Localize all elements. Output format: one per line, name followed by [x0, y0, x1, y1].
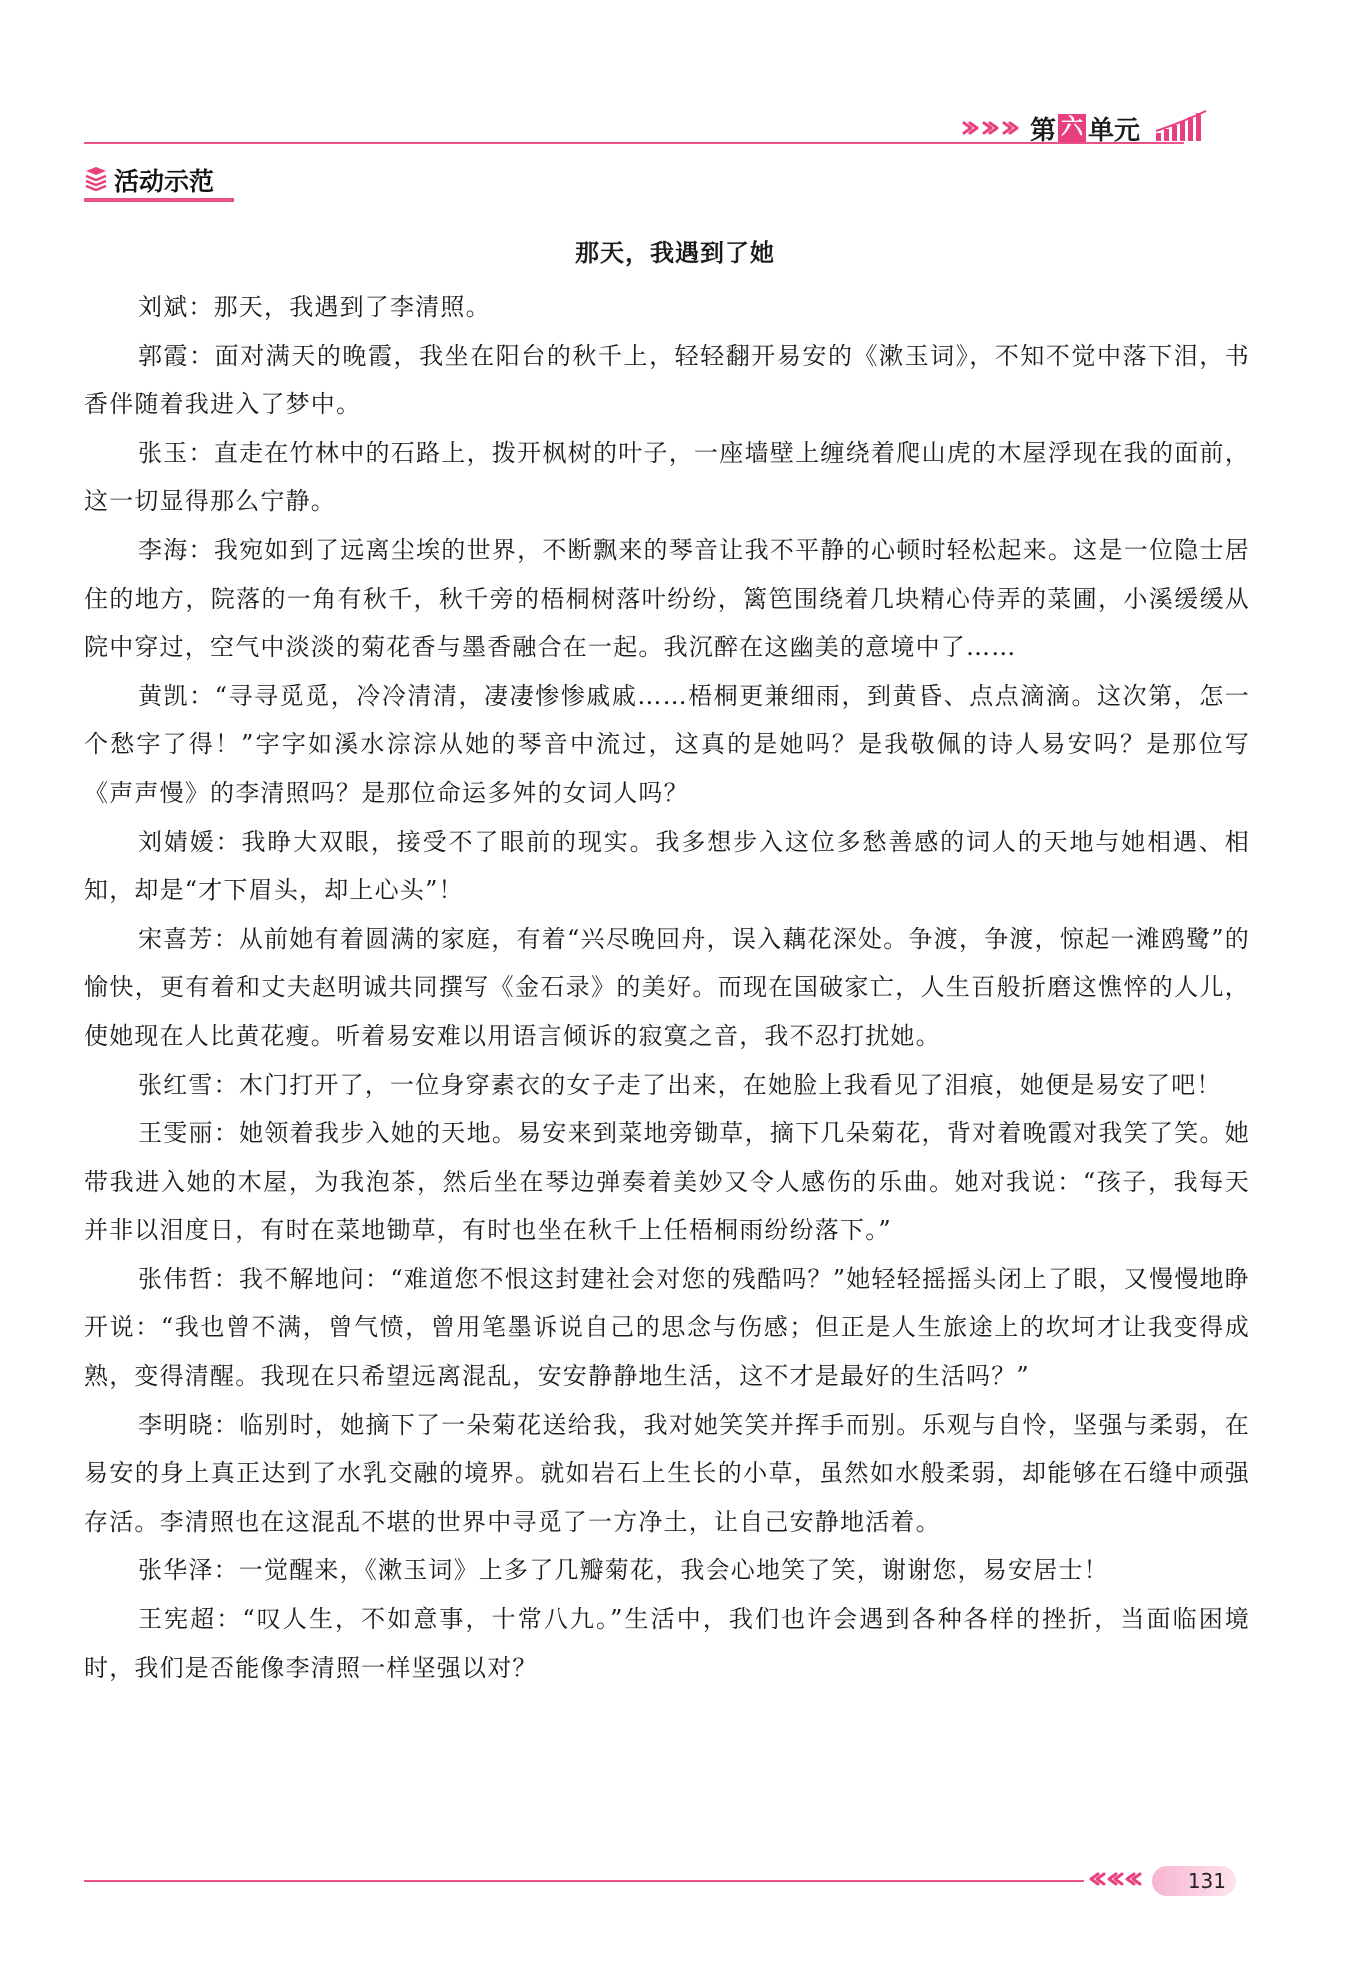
chevron-right-icon: [962, 119, 980, 137]
paragraph: 李海：我宛如到了远离尘埃的世界，不断飘来的琴音让我不平静的心顿时轻松起来。这是一位隐士居住的地方，院落的一角有秋千，秋千旁的梧桐树落叶纷纷，篱笆围绕着几块精心侍弄的菜圃，小溪缓缓从院中穿过，空气中淡淡的菊花香与墨香融合在一起。我沉醉在这幽美的意境中了……: [84, 535, 1250, 662]
paragraph: 刘斌：那天，我遇到了李清照。: [138, 293, 491, 321]
paragraph: 张玉：直走在竹林中的石路上，拨开枫树的叶子，一座墙壁上缠绕着爬山虎的木屋浮现在我的面前，这一切显得那么宁静。: [84, 438, 1250, 516]
section-underline: [84, 198, 234, 202]
paragraph: 张华泽：一觉醒来，《漱玉词》上多了几瓣菊花，我会心地笑了笑，谢谢您，易安居士！: [138, 1556, 1109, 1585]
paragraph: 黄凯：“寻寻觅觅，冷冷清清，凄凄惨惨戚戚……梧桐更兼细雨，到黄昏、点点滴滴。这次第，怎一个愁字了得！”字字如溪水淙淙从她的琴音中流过，这真的是她吗？是我敬佩的诗人易安吗？是那位写《声声慢》的李清照吗？是那位命运多舛的女词人吗？: [84, 681, 1250, 807]
page-number: 131: [1152, 1866, 1236, 1896]
chevron-right-icon-group: [962, 119, 1020, 137]
unit-prefix: 第: [1030, 115, 1057, 146]
paragraph: 王宪超：“叹人生，不如意事，十常八九。”生活中，我们也许会遇到各种各样的挫折，当面临困境时，我们是否能像李清照一样坚强以对？: [84, 1605, 1250, 1682]
bar-chart-icon: [1154, 109, 1210, 147]
paragraph: 宋喜芳：从前她有着圆满的家庭，有着“兴尽晚回舟，误入藕花深处。争渡，争渡，惊起一滩鸥鹭”的愉快，更有着和丈夫赵明诚共同撰写《金石录》的美好。而现在国破家亡，人生百般折磨这憔悴的人儿，使她现在人比黄花瘦。听着易安难以用语言倾诉的寂寞之音，我不忍打扰她。: [84, 924, 1250, 1050]
paragraph: 郭霞：面对满天的晚霞，我坐在阳台的秋千上，轻轻翻开易安的《漱玉词》，不知不觉中落下泪，书香伴随着我进入了梦中。: [84, 341, 1250, 419]
unit-label: [1030, 110, 1140, 147]
article-title: 那天，我遇到了她: [575, 239, 775, 267]
chevron-left-icon: [1088, 1870, 1144, 1892]
chevron-right-icon: [982, 119, 1000, 137]
paragraph: 刘婧媛：我睁大双眼，接受不了眼前的现实。我多想步入这位多愁善感的词人的天地与她相遇、相知，却是“才下眉头，却上心头”！: [84, 827, 1250, 905]
article-body: [84, 283, 1250, 1692]
footer-rule: [84, 1880, 1084, 1882]
page-footer: [1088, 1864, 1236, 1898]
paragraph: 张伟哲：我不解地问：“难道您不恨这封建社会对您的残酷吗？”她轻轻摇摇头闭上了眼，又慢慢地睁开说：“我也曾不满，曾气愤，曾用笔墨诉说自己的思念与伤感；但正是人生旅途上的坎坷才让我变得成熟，变得清醒。我现在只希望远离混乱，安安静静地生活，这不才是最好的生活吗？”: [84, 1264, 1250, 1391]
section-label: 活动示范: [114, 167, 215, 196]
unit-suffix: 单元: [1088, 115, 1141, 146]
paragraph: 张红雪：木门打开了，一位身穿素衣的女子走了出来，在她脸上我看见了泪痕，她便是易安了吧！: [138, 1070, 1222, 1099]
paragraph: 李明晓：临别时，她摘下了一朵菊花送给我，我对她笑笑并挥手而别。乐观与自怜，坚强与柔弱，在易安的身上真正达到了水乳交融的境界。就如岩石上生长的小草，虽然如水般柔弱，却能够在石缝中顽强存活。李清照也在这混乱不堪的世界中寻觅了一方净土，让自己安静地活着。: [84, 1410, 1250, 1536]
section-badge: [84, 162, 214, 198]
unit-header: [962, 108, 1210, 148]
chevron-right-icon: [1002, 119, 1020, 137]
unit-number: 六: [1058, 114, 1086, 142]
book-stack-icon: [84, 165, 108, 195]
paragraph: 王雯丽：她领着我步入她的天地。易安来到菜地旁锄草，摘下几朵菊花，背对着晚霞对我笑了笑。她带我进入她的木屋，为我泡茶，然后坐在琴边弹奏着美妙又令人感伤的乐曲。她对我说：“孩子，我每天并非以泪度日，有时在菜地锄草，有时也坐在秋千上任梧桐雨纷纷落下。”: [84, 1119, 1250, 1245]
